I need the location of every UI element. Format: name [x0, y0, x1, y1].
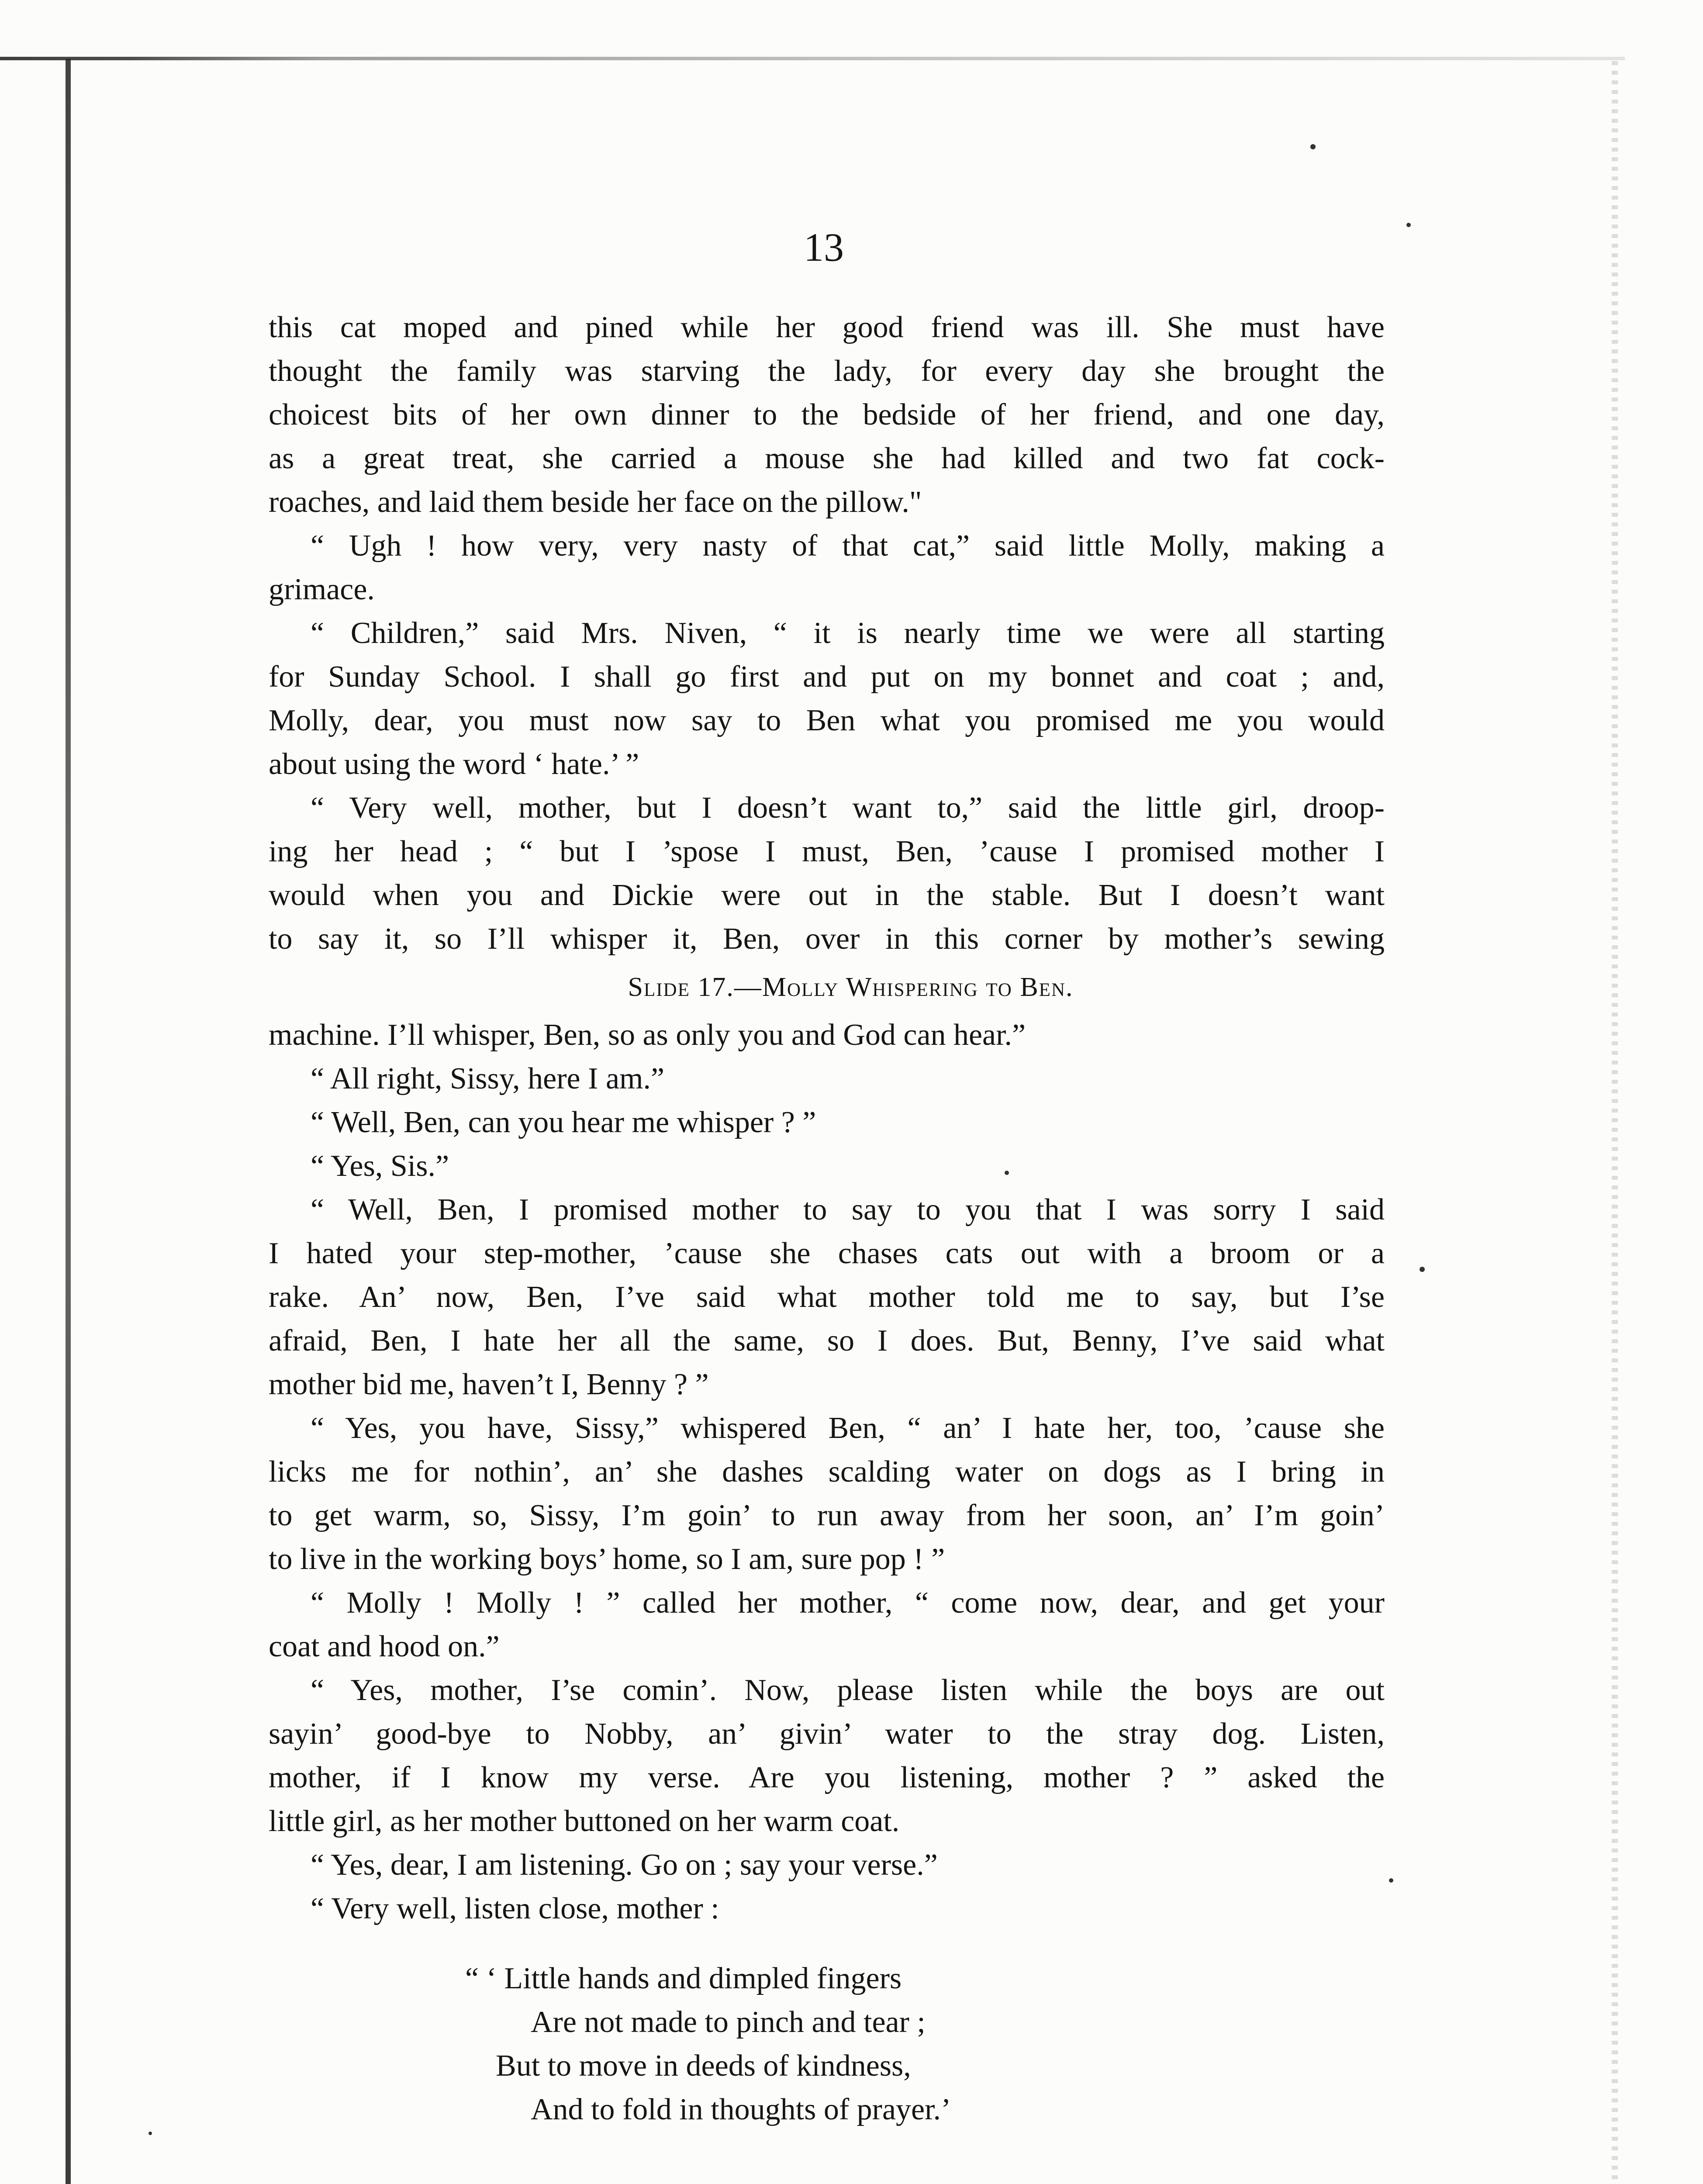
- verse-line: “ ‘ Little hands and dimpled fingers: [465, 1962, 902, 1995]
- text-line: “ Yes, Sis.”: [311, 1149, 449, 1183]
- scan-speck: [149, 2132, 152, 2135]
- text-line: to live in the working boys’ home, so I am, sure pop ! ”: [269, 1542, 945, 1576]
- text-line: coat and hood on.”: [269, 1630, 500, 1663]
- scan-speck: [1406, 223, 1411, 227]
- text-line: choicest bits of her own dinner to the bedside of her friend, and one day,: [269, 398, 1385, 432]
- text-line: I hated your step-mother, ’cause she chases cats out with a broom or a: [269, 1237, 1385, 1270]
- verse-line: But to move in deeds of kindness,: [496, 2049, 911, 2083]
- text-line: as a great treat, she carried a mouse she had killed and two fat cock-: [269, 442, 1385, 475]
- text-line: “ Yes, mother, I’se comin’. Now, please listen while the boys are out: [311, 1673, 1385, 1707]
- text-line: afraid, Ben, I hate her all the same, so I does. But, Benny, I’ve said what: [269, 1324, 1385, 1358]
- text-line: “ Ugh ! how very, very nasty of that cat,” said little Molly, making a: [311, 529, 1385, 563]
- text-line: “ Very well, mother, but I doesn’t want to,” said the little girl, droop-: [311, 791, 1385, 825]
- text-line: mother bid me, haven’t I, Benny ? ”: [269, 1368, 709, 1401]
- scan-speck: [1389, 1878, 1393, 1883]
- text-line: for Sunday School. I shall go first and put on my bonnet and coat ; and,: [269, 660, 1385, 694]
- text-line: roaches, and laid them beside her face on the pillow.": [269, 485, 922, 519]
- page-body: [269, 306, 1385, 2132]
- text-line: sayin’ good-bye to Nobby, an’ givin’ water to the stray dog. Listen,: [269, 1717, 1385, 1751]
- text-line: “ Well, Ben, I promised mother to say to you that I was sorry I said: [311, 1193, 1385, 1227]
- text-line: “ Well, Ben, can you hear me whisper ? ”: [311, 1106, 816, 1139]
- text-line: to say it, so I’ll whisper it, Ben, over in this corner by mother’s sewing: [269, 922, 1385, 956]
- text-line: “ Very well, listen close, mother :: [311, 1892, 719, 1925]
- text-line: thought the family was starving the lady, for every day she brought the: [269, 354, 1385, 388]
- text-line: “ Children,” said Mrs. Niven, “ it is nearly time we were all starting: [311, 616, 1385, 650]
- text-line: “ Molly ! Molly ! ” called her mother, “ come now, dear, and get your: [311, 1586, 1385, 1620]
- verse-gap: [269, 1931, 1385, 1957]
- text-line: about using the word ‘ hate.’ ”: [269, 747, 639, 781]
- page-number: 13: [804, 225, 844, 270]
- text-line: machine. I’ll whisper, Ben, so as only you and God can hear.”: [269, 1018, 1026, 1052]
- text-line: “ Yes, you have, Sissy,” whispered Ben, “ an’ I hate her, too, ’cause she: [311, 1411, 1385, 1445]
- text-line: this cat moped and pined while her good friend was ill. She must have: [269, 311, 1385, 344]
- verse-line: And to fold in thoughts of prayer.’: [531, 2093, 951, 2126]
- scan-speck: [1310, 144, 1316, 149]
- text-line: grimace.: [269, 573, 375, 606]
- text-line: little girl, as her mother buttoned on her warm coat.: [269, 1804, 900, 1838]
- text-line: to get warm, so, Sissy, I’m goin’ to run away from her soon, an’ I’m goin’: [269, 1499, 1385, 1532]
- text-line: ing her head ; “ but I ’spose I must, Ben, ’cause I promised mother I: [269, 835, 1385, 868]
- top-rule: [0, 57, 1625, 60]
- scan-speck: [1420, 1267, 1425, 1272]
- page-edge-right: [1612, 61, 1618, 2184]
- scan-speck: [1005, 1171, 1009, 1175]
- verse-line: Are not made to pinch and tear ;: [531, 2005, 926, 2039]
- text-line: licks me for nothin’, an’ she dashes scalding water on dogs as I bring in: [269, 1455, 1385, 1489]
- text-line: Molly, dear, you must now say to Ben what you promised me you would: [269, 704, 1385, 737]
- binding-edge: [66, 59, 71, 2184]
- text-line: would when you and Dickie were out in the stable. But I doesn’t want: [269, 878, 1385, 912]
- text-line: “ All right, Sissy, here I am.”: [311, 1062, 665, 1095]
- verse: [269, 1957, 1385, 2132]
- text-line: “ Yes, dear, I am listening. Go on ; say your verse.”: [311, 1848, 938, 1882]
- text-line: rake. An’ now, Ben, I’ve said what mother told me to say, but I’se: [269, 1280, 1385, 1314]
- slide-caption: Slide 17.—Molly Whispering to Ben.: [628, 972, 1074, 1002]
- text-line: mother, if I know my verse. Are you listening, mother ? ” asked the: [269, 1761, 1385, 1794]
